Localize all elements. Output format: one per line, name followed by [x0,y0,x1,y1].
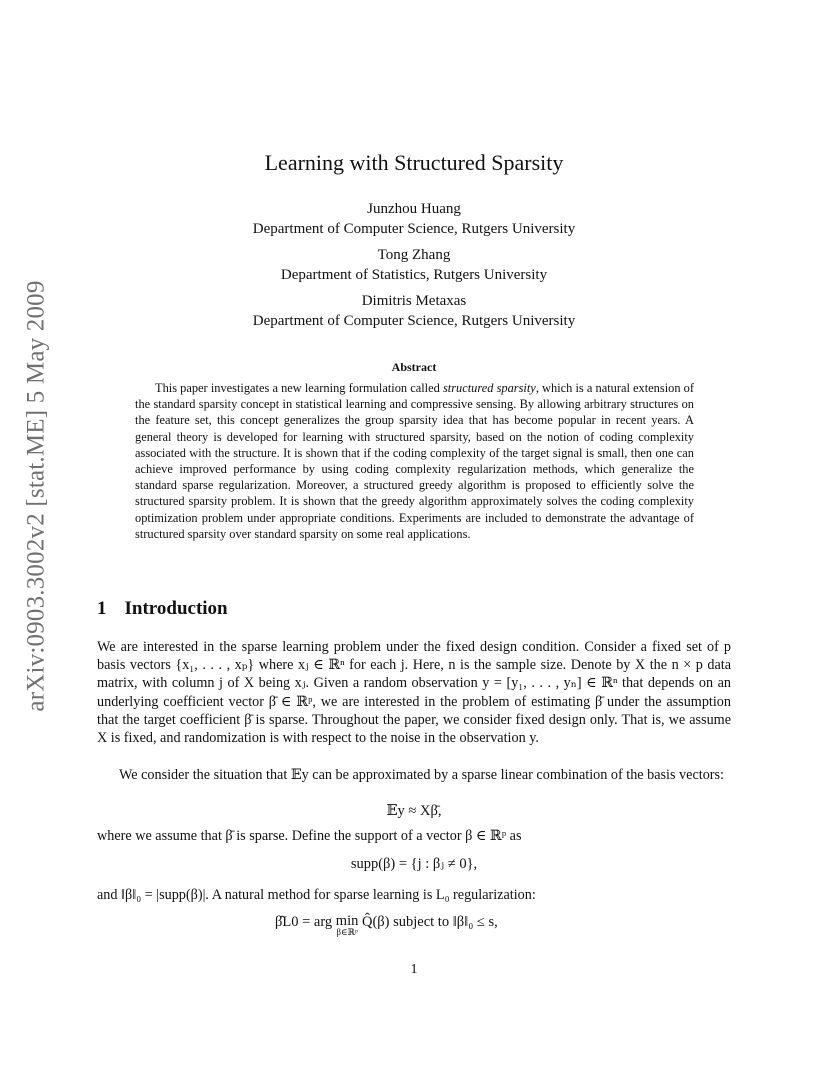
body-paragraph-2: We consider the situation that 𝔼y can be approximated by a sparse linear combination of the basis vectors: [119,767,724,783]
author-affiliation: Department of Computer Science, Rutgers University [252,313,576,329]
abstract-text-part: This paper investigates a new learning formulation called [155,381,443,395]
equation-support: supp(β) = {j : βⱼ ≠ 0}, [350,856,478,872]
section-heading [97,598,228,620]
page-number: 1 [410,962,418,977]
abstract-text [135,380,694,542]
author-2 [0,245,828,285]
section-number: 1 [97,598,107,619]
equation-argmin [336,914,359,937]
section-title: Introduction [124,598,228,619]
body-paragraph-3: where we assume that β̄ is sparse. Define the support of a vector β ∈ ℝᵖ as [97,828,522,844]
author-affiliation: Department of Computer Science, Rutgers University [252,221,576,237]
body-paragraph-1: We are interested in the sparse learning problem under the fixed design condition. Consider a fixed set of p basis vectors {x₁, . . . , xₚ} where xⱼ ∈ ℝⁿ for each j. Here, n is the sample size. Denote by X the n × p data matrix, with column j of X being xⱼ. Given a random observation y = [y₁, . . . , yₙ] ∈ ℝⁿ that depends on an underlying coefficient vector β̄ ∈ ℝᵖ, we are interested in the problem of estimating β̄ under the assumption that the target coefficient β̄ is sparse. Throughout the paper, we consider fixed design only. That is, we assume X is fixed, and randomization is with respect to the noise in the observation y. [97,639,731,747]
author-name: Dimitris Metaxas [361,293,467,309]
body-paragraph-4: and ‖β‖₀ = |supp(β)|. A natural method for sparse learning is L₀ regularization: [97,887,536,903]
paper-title: Learning with Structured Sparsity [264,150,564,175]
equation-l0-regularization [275,914,498,937]
author-1 [0,199,828,239]
equation-rhs: Q̂(β) subject to ‖β‖₀ ≤ s, [361,914,498,930]
equation-min: min [335,913,359,929]
arxiv-identifier: arXiv:0903.3002v2 [stat.ME] 5 May 2009 [23,280,51,712]
arxiv-side-stamp [22,280,52,712]
author-affiliation: Department of Statistics, Rutgers University [280,267,548,283]
abstract-heading: Abstract [391,360,437,374]
equation-min-subscript: β∈ℝᵖ [336,927,358,937]
equation-lhs: β̂L0 = arg [275,914,333,930]
equation-expectation: 𝔼y ≈ Xβ̄, [386,803,442,819]
author-name: Junzhou Huang [367,201,461,217]
author-3 [0,291,828,331]
abstract-emphasis: structured sparsity [442,381,536,395]
author-name: Tong Zhang [377,247,451,263]
abstract-text-part: , which is a natural extension of the standard sparsity concept in statistical learning and compressive sensing. By allowing arbitrary structures on the feature set, this concept generalizes the group sparsity idea that has become popular in recent years. A general theory is developed for learning with structured sparsity, based on the notion of coding complexity associated with the structure. It is shown that if the coding complexity of the target signal is small, then one can achieve improved performance by using coding complexity regularization methods, which generalize the standard sparse regularization. Moreover, a structured greedy algorithm is proposed to efficiently solve the structured sparsity problem. It is shown that the greedy algorithm approximately solves the coding complexity optimization problem under appropriate conditions. Experiments are included to demonstrate the advantage of structured sparsity over standard sparsity on some real applications. [135,381,694,541]
